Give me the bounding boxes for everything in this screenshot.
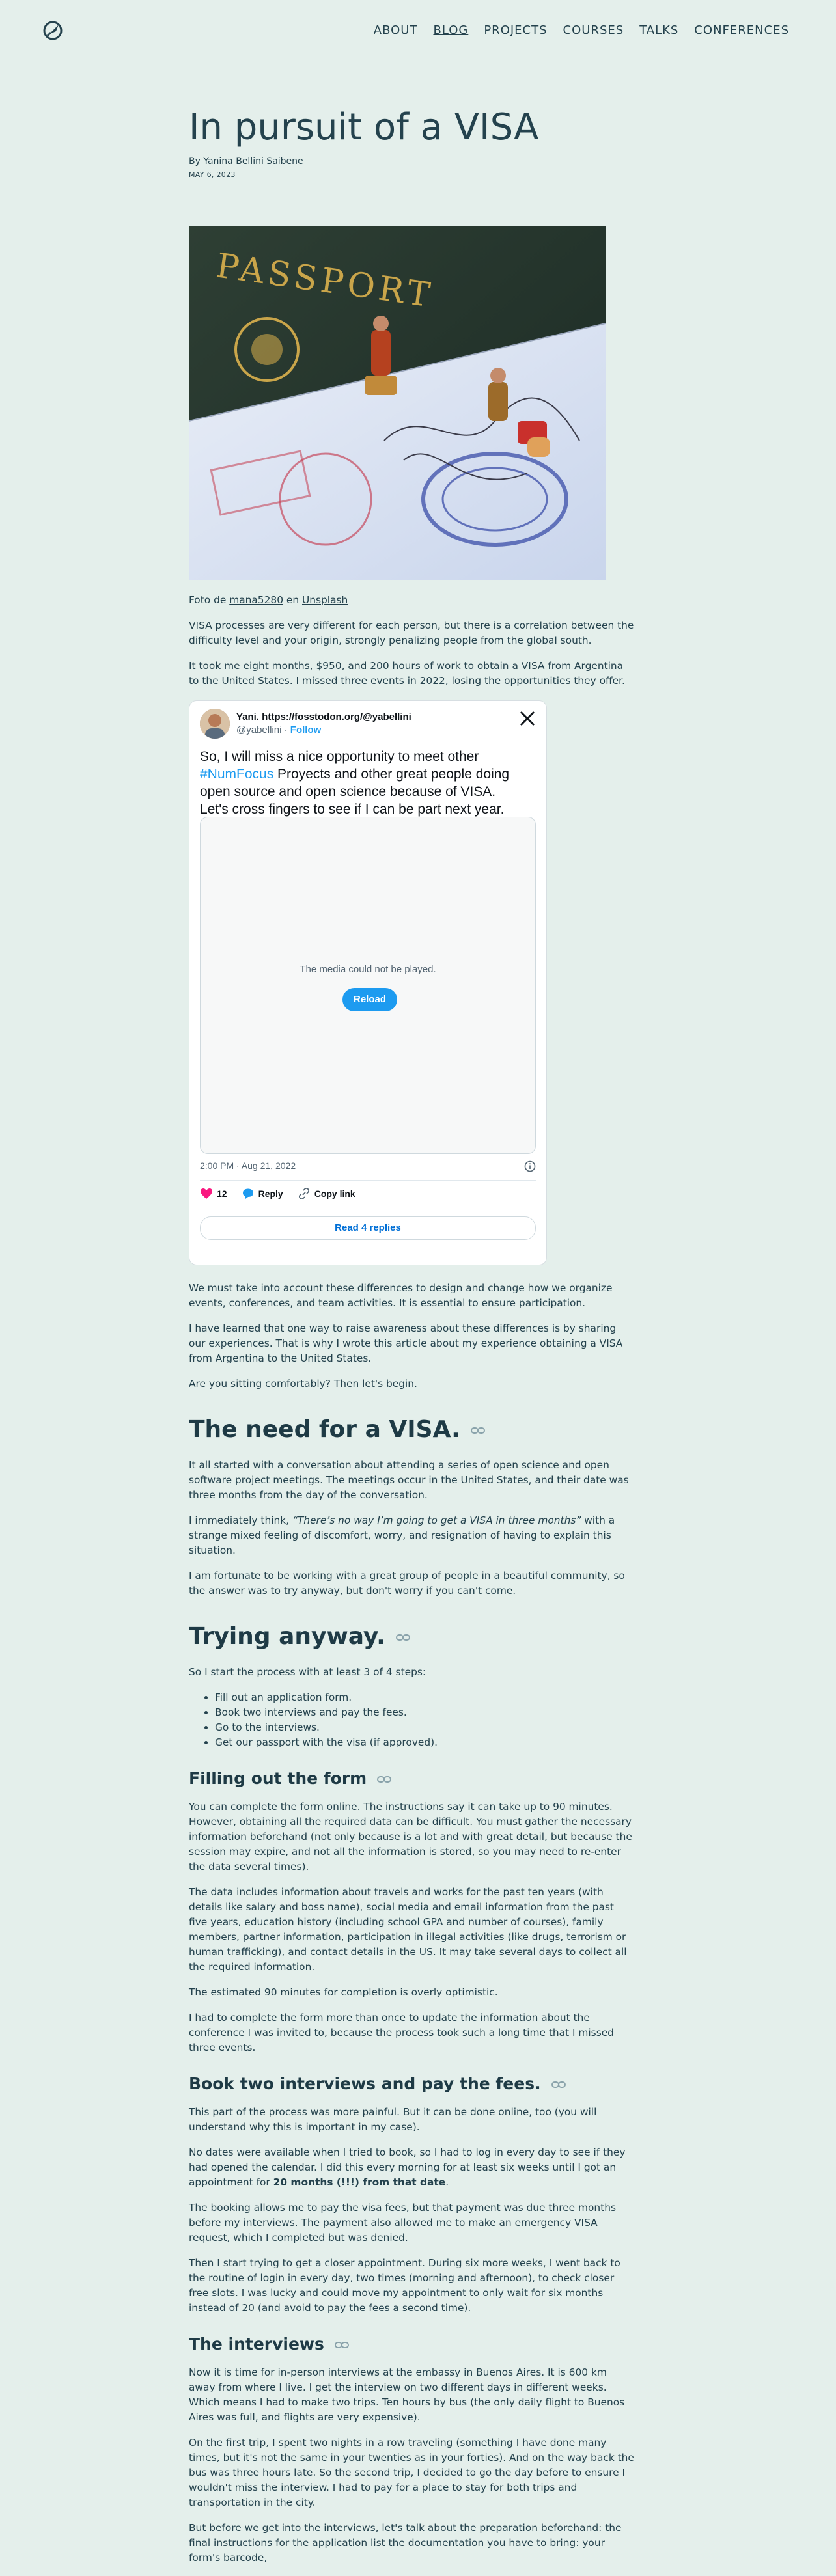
tweet-actions [200,1188,355,1199]
paragraph: Then I start trying to get a closer appointment. During six more weeks, I went back to the routine of login in every day, two times (morning and afternoon), to check closer free slots. I was lucky and could move my appointment to only wait for six months instead of 20 (and avoid to pay the fees a second time). [189,2257,620,2314]
like-count: 12 [217,1188,227,1199]
avatar[interactable] [200,709,230,739]
paragraph: The estimated 90 minutes for completion is overly optimistic. [189,1986,498,1998]
reply-button[interactable]: Reply [242,1188,283,1199]
section-heading: The need for a VISA. [189,1415,634,1445]
media-error-message: The media could not be played. [300,964,436,975]
paragraph: It all started with a conversation about attending a series of open science and open software project meetings. The meetings occur in the United States, and their date was three months from the day of the conversation. [189,1459,629,1501]
unsplash-link[interactable]: Unsplash [302,594,348,606]
nav-menu [374,23,789,37]
tweet-timestamp[interactable]: 2:00 PM · Aug 21, 2022 [200,1160,296,1171]
paragraph: I am fortunate to be working with a great group of people in a beautiful community, so the answer was to try anyway, but don't worry if you can't come. [189,1570,625,1596]
passport-hero-image [189,226,606,580]
paragraph: The data includes information about travels and works for the past ten years (with details like salary and boss name), social media and email information from the past five years, education history (including school GPA and number of courses), family members, partner information, participation in illegal activities (like drugs, terrorism or human trafficking), and contact details in the US. It may take several days to collect all the required information. [189,1886,627,1973]
read-replies-button[interactable]: Read 4 replies [200,1216,536,1240]
post-date: MAY 6, 2023 [189,171,236,179]
paragraph: This part of the process was more painful. But it can be done online, too (you will understand why this is important in my case). [189,2106,597,2133]
info-icon[interactable] [524,1160,536,1172]
site-logo-icon[interactable] [42,20,64,42]
reply-bubble-icon [242,1188,255,1199]
paragraph: You can complete the form online. The instructions say it can take up to 90 minutes. However, obtaining all the required data can be difficult. You must gather the necessary information beforehand (not only because is a lot and with great detail, but because the session may expire, and not all the information is stored, so you may need to re-enter the data several times). [189,1801,632,1872]
paragraph: I had to complete the form more than once to update the information about the conference I was invited to, because the process took such a long time that I missed three events. [189,2012,614,2053]
paragraph: We must take into account these differences to design and change how we organize events, conferences, and team activities. It is essential to ensure participation. [189,1282,613,1309]
nav-projects[interactable]: PROJECTS [484,23,548,37]
article [189,104,634,2576]
tweet-handle[interactable]: @yabellini [236,724,282,735]
svg-text:PASSPORT: PASSPORT [214,246,436,316]
copy-link-button[interactable]: Copy link [298,1188,355,1199]
link-icon[interactable] [335,2340,349,2350]
nav-courses[interactable]: COURSES [563,23,624,37]
paragraph: So I start the process with at least 3 of 4 steps: [189,1666,426,1678]
heart-icon [200,1188,213,1199]
paragraph: I have learned that one way to raise awareness about these differences is by sharing our experiences. That is why I wrote this article about my experience obtaining a VISA from Argentina to the United States. [189,1322,623,1364]
link-icon[interactable] [471,1426,485,1435]
nav-blog[interactable]: BLOG [433,23,469,37]
tweet-media-placeholder [200,817,536,1154]
list-item: • Book two interviews and pay the fees. [215,1705,634,1720]
top-nav [0,0,836,62]
tweet-text: So, I will miss a nice opportunity to meet other #NumFocus Proyects and other great people doing open source and open science because of VISA. Let's cross fingers to see if I can be part next year. [200,749,510,817]
paragraph: No dates were available when I tried to book, so I had to log in every day to see if they had opened the calendar. I did this every morning for at least six weeks until I got an appointment for 20 months (!!!) from that date. [189,2146,626,2188]
nav-about[interactable]: ABOUT [373,23,418,37]
like-button[interactable] [200,1188,227,1199]
paragraph: It took me eight months, $950, and 200 hours of work to obtain a VISA from Argentina to the United States. I missed three events in 2022, losing the opportunities they offer. [189,660,625,687]
paragraph: The booking allows me to pay the visa fees, but that payment was due three months before my interviews. The payment also allowed me to make an emergency VISA request, which I completed but was denied. [189,2202,616,2243]
chain-link-icon [298,1188,311,1199]
paragraph: On the first trip, I spent two nights in a row traveling (something I have done many times, but it's not the same in your twenties as in your forties). And on the way back the bus was three hours late. So the second trip, I decided to go the day before to ensure I wouldn't miss the interview. I had to pay for a place to stay for both trips and transportation in the city. [189,2437,634,2508]
paragraph: I immediately think, “There’s no way I’m going to get a VISA in three months” with a strange mixed feeling of discomfort, worry, and resignation of having to explain this situation. [189,1514,615,1556]
subsection-heading: Filling out the form [189,1768,634,1789]
link-icon[interactable] [551,2080,566,2089]
list-item: • Get our passport with the visa (if approved). [215,1735,634,1750]
x-logo-icon[interactable] [519,710,536,727]
paragraph: Are you sitting comfortably? Then let's begin. [189,1378,417,1390]
divider [200,1180,536,1181]
reload-button[interactable]: Reload [342,988,397,1011]
follow-link[interactable]: Follow [290,724,322,735]
photo-author-link[interactable]: mana5280 [229,594,283,606]
link-icon[interactable] [396,1633,410,1642]
image-caption: Foto de mana5280 en Unsplash [189,594,348,606]
byline: By Yanina Bellini Saibene [189,156,303,167]
page-title: In pursuit of a VISA [189,106,539,148]
tweet-header [200,709,536,740]
link-icon[interactable] [377,1775,391,1784]
tweet-handle-row: @yabellini · Follow [236,724,322,735]
steps-list [189,1690,634,1750]
list-item: • Fill out an application form. [215,1690,634,1705]
paragraph: VISA processes are very different for each person, but there is a correlation between the difficulty level and your origin, strongly penalizing people from the global south. [189,620,634,646]
tweet-embed [189,700,547,1265]
paragraph: But before we get into the interviews, let's talk about the preparation beforehand: the final instructions for the application list the documentation you have to bring: your form's barcode, [189,2522,622,2564]
list-item: • Go to the interviews. [215,1720,634,1735]
subsection-heading: The interviews [189,2334,634,2355]
nav-conferences[interactable]: CONFERENCES [694,23,789,37]
paragraph: Now it is time for in-person interviews at the embassy in Buenos Aires. It is 600 km away from where I live. I get the interview on two different days in different weeks. Which means I had to make two trips. Ten hours by bus (the only daily flight to Buenos Aires was full, and flights are very expensive). [189,2366,625,2423]
hashtag-link[interactable]: #NumFocus [200,767,274,782]
nav-talks[interactable]: TALKS [639,23,679,37]
subsection-heading: Book two interviews and pay the fees. [189,2074,634,2094]
tweet-author-name[interactable]: Yani. https://fosstodon.org/@yabellini [236,711,411,722]
section-heading: Trying anyway. [189,1622,634,1652]
